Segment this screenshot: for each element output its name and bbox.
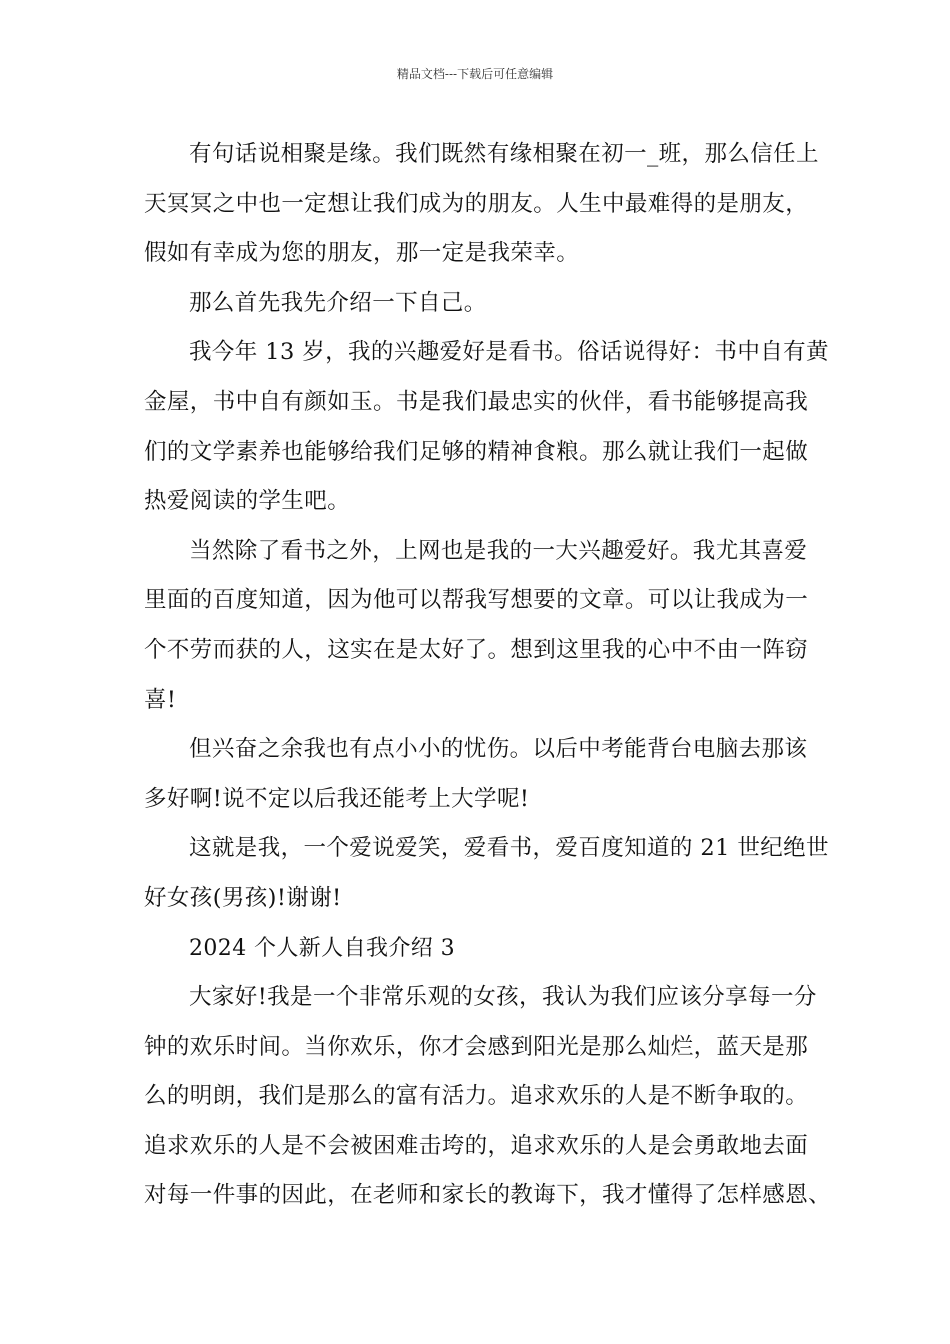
text-line: 金屋，书中自有颜如玉。书是我们最忠实的伙伴，看书能够提高我 (144, 388, 809, 415)
text-line: 钟的欢乐时间。当你欢乐，你才会感到阳光是那么灿烂，蓝天是那 (144, 1033, 809, 1060)
section-heading: 2024 个人新人自我介绍 3 (189, 935, 455, 961)
text-line: 喜! (144, 686, 177, 713)
text-line: 么的明朗，我们是那么的富有活力。追求欢乐的人是不断争取的。 (144, 1083, 809, 1110)
text-line: 多好啊!说不定以后我还能考上大学呢! (144, 785, 530, 812)
page-header: 精品文档---下载后可任意编辑 (396, 67, 554, 81)
text-line: 好女孩(男孩)!谢谢! (144, 884, 342, 911)
text-line: 那么首先我先介绍一下自己。 (189, 289, 487, 316)
text-line: 热爱阅读的学生吧。 (144, 488, 351, 515)
text-line: 对每一件事的因此，在老师和家长的教诲下，我才懂得了怎样感恩、 (144, 1182, 832, 1209)
document-body (144, 130, 832, 1221)
text-line: 我今年 13 岁，我的兴趣爱好是看书。俗话说得好：书中自有黄 (189, 339, 829, 366)
text-line: 里面的百度知道，因为他可以帮我写想要的文章。可以让我成为一 (144, 587, 809, 614)
text-line: 们的文学素养也能够给我们足够的精神食粮。那么就让我们一起做 (144, 438, 809, 465)
text-line: 个不劳而获的人，这实在是太好了。想到这里我的心中不由一阵窃 (144, 636, 809, 663)
text-line: 当然除了看书之外，上网也是我的一大兴趣爱好。我尤其喜爱 (189, 537, 808, 564)
text-line: 天冥冥之中也一定想让我们成为的朋友。人生中最难得的是朋友， (144, 190, 809, 217)
text-line: 但兴奋之余我也有点小小的忧伤。以后中考能背台电脑去那该 (189, 736, 808, 763)
text-line: 假如有幸成为您的朋友，那一定是我荣幸。 (144, 240, 580, 267)
text-line: 有句话说相聚是缘。我们既然有缘相聚在初一_班，那么信任上 (189, 141, 819, 167)
text-line: 追求欢乐的人是不会被困难击垮的，追求欢乐的人是会勇敢地去面 (144, 1132, 809, 1159)
text-line: 这就是我，一个爱说爱笑，爱看书，爱百度知道的 21 世纪绝世 (189, 835, 829, 862)
text-line: 大家好!我是一个非常乐观的女孩，我认为我们应该分享每一分 (189, 984, 817, 1011)
